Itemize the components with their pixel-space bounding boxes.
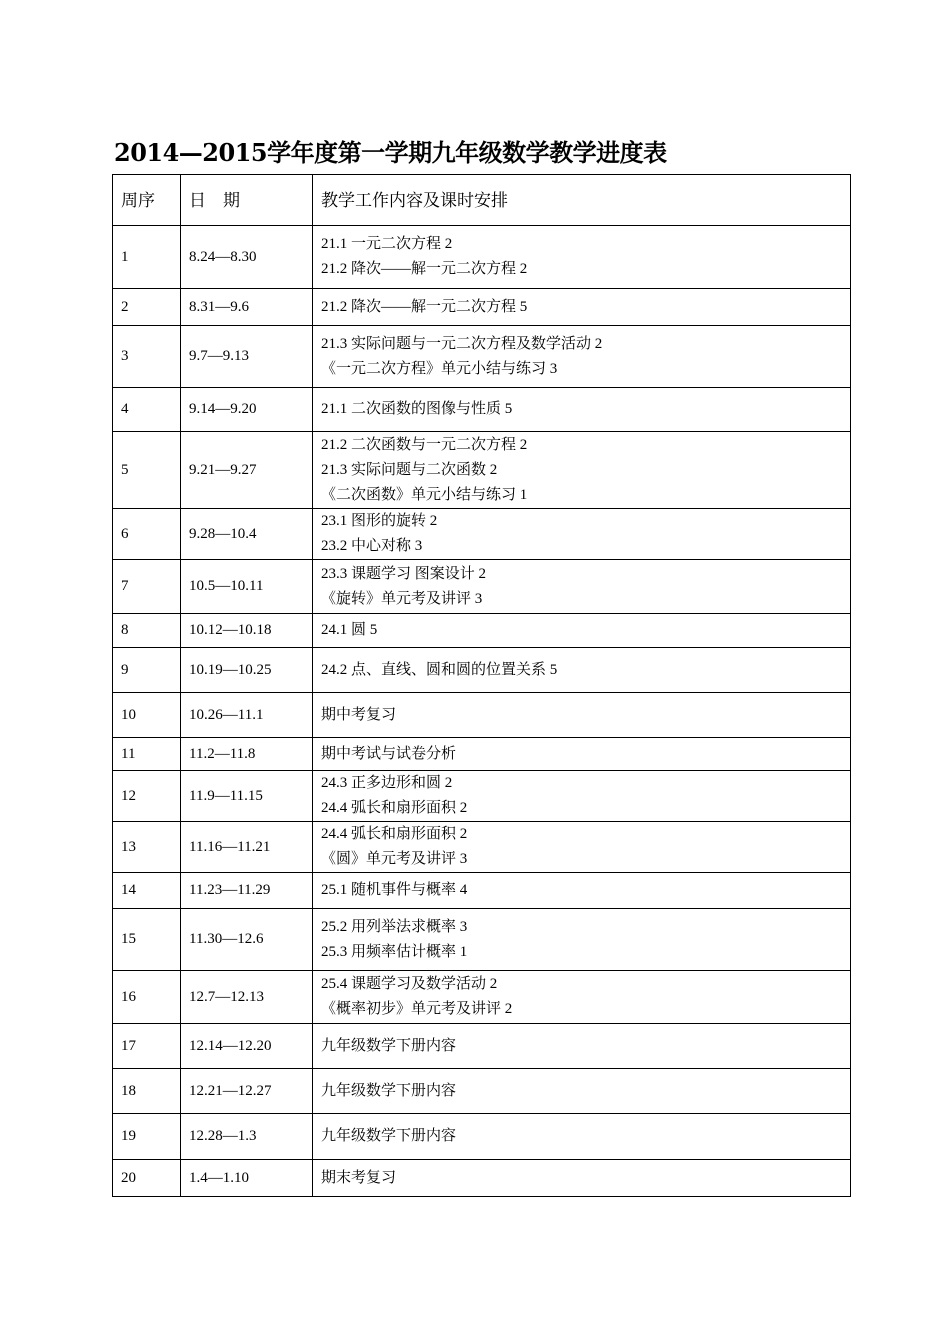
week-cell: 5 bbox=[113, 432, 181, 509]
date-cell: 10.26—11.1 bbox=[181, 693, 313, 738]
content-line: 《圆》单元考及讲评 3 bbox=[321, 851, 468, 867]
date-cell: 12.28—1.3 bbox=[181, 1114, 313, 1160]
table-row bbox=[113, 1069, 851, 1114]
week-cell: 2 bbox=[113, 289, 181, 326]
week-cell: 7 bbox=[113, 560, 181, 614]
week-cell: 17 bbox=[113, 1024, 181, 1069]
content-cell bbox=[313, 771, 851, 822]
date-cell: 12.7—12.13 bbox=[181, 971, 313, 1024]
content-cell bbox=[313, 388, 851, 432]
header-content: 教学工作内容及课时安排 bbox=[313, 175, 851, 226]
content-line: 九年级数学下册内容 bbox=[321, 1082, 457, 1099]
table-row bbox=[113, 560, 851, 614]
date-cell: 11.30—12.6 bbox=[181, 909, 313, 971]
table-row bbox=[113, 738, 851, 771]
table-row bbox=[113, 1024, 851, 1069]
content-line: 《二次函数》单元小结与练习 1 bbox=[321, 486, 528, 503]
content-line: 25.4 课题学习及数学活动 2 bbox=[321, 976, 498, 992]
date-cell: 10.19—10.25 bbox=[181, 648, 313, 693]
date-cell: 11.23—11.29 bbox=[181, 873, 313, 909]
content-line: 21.3 实际问题与一元二次方程及数学活动 2 bbox=[321, 335, 603, 352]
header-week: 周序 bbox=[113, 175, 181, 226]
week-cell: 8 bbox=[113, 614, 181, 648]
date-cell: 12.21—12.27 bbox=[181, 1069, 313, 1114]
content-line: 25.3 用频率估计概率 1 bbox=[321, 943, 468, 960]
content-cell bbox=[313, 822, 851, 873]
content-cell bbox=[313, 289, 851, 326]
content-cell bbox=[313, 909, 851, 971]
date-cell: 8.31—9.6 bbox=[181, 289, 313, 326]
content-line: 21.1 一元二次方程 2 bbox=[321, 236, 453, 252]
content-line: 23.1 图形的旋转 2 bbox=[321, 513, 438, 529]
content-line: 九年级数学下册内容 bbox=[321, 1128, 457, 1144]
table-row bbox=[113, 1160, 851, 1197]
table-row bbox=[113, 289, 851, 326]
content-line: 期中考复习 bbox=[321, 706, 397, 723]
content-cell bbox=[313, 648, 851, 693]
week-cell: 13 bbox=[113, 822, 181, 873]
date-cell: 10.12—10.18 bbox=[181, 614, 313, 648]
date-cell: 10.5—10.11 bbox=[181, 560, 313, 614]
content-line: 23.2 中心对称 3 bbox=[321, 538, 423, 554]
week-cell: 14 bbox=[113, 873, 181, 909]
table-row bbox=[113, 1114, 851, 1160]
week-cell: 9 bbox=[113, 648, 181, 693]
table-row bbox=[113, 509, 851, 560]
week-cell: 16 bbox=[113, 971, 181, 1024]
content-line: 24.1 圆 5 bbox=[321, 622, 378, 638]
content-cell bbox=[313, 873, 851, 909]
date-cell: 11.16—11.21 bbox=[181, 822, 313, 873]
content-line: 24.4 弧长和扇形面积 2 bbox=[321, 826, 468, 842]
content-line: 期末考复习 bbox=[321, 1169, 397, 1186]
table-row bbox=[113, 226, 851, 289]
date-cell: 11.9—11.15 bbox=[181, 771, 313, 822]
table-row bbox=[113, 971, 851, 1024]
week-cell: 1 bbox=[113, 226, 181, 289]
table-row bbox=[113, 873, 851, 909]
content-line: 21.2 降次——解一元二次方程 2 bbox=[321, 261, 528, 277]
table-row bbox=[113, 693, 851, 738]
week-cell: 15 bbox=[113, 909, 181, 971]
content-line: 21.2 二次函数与一元二次方程 2 bbox=[321, 436, 528, 453]
content-cell bbox=[313, 432, 851, 509]
content-cell bbox=[313, 614, 851, 648]
content-cell bbox=[313, 326, 851, 388]
table-row bbox=[113, 326, 851, 388]
date-cell: 9.7—9.13 bbox=[181, 326, 313, 388]
week-cell: 3 bbox=[113, 326, 181, 388]
content-cell bbox=[313, 693, 851, 738]
content-line: 21.1 二次函数的图像与性质 5 bbox=[321, 401, 513, 417]
schedule-body bbox=[113, 226, 851, 1197]
date-cell: 1.4—1.10 bbox=[181, 1160, 313, 1197]
week-cell: 18 bbox=[113, 1069, 181, 1114]
table-row bbox=[113, 648, 851, 693]
content-line: 25.1 随机事件与概率 4 bbox=[321, 882, 468, 898]
table-row bbox=[113, 909, 851, 971]
content-cell bbox=[313, 1160, 851, 1197]
content-line: 24.2 点、直线、圆和圆的位置关系 5 bbox=[321, 661, 558, 678]
content-cell bbox=[313, 1114, 851, 1160]
content-line: 21.3 实际问题与二次函数 2 bbox=[321, 461, 498, 478]
content-line: 21.2 降次——解一元二次方程 5 bbox=[321, 298, 528, 315]
week-cell: 6 bbox=[113, 509, 181, 560]
table-row bbox=[113, 388, 851, 432]
date-cell: 9.28—10.4 bbox=[181, 509, 313, 560]
content-line: 《一元二次方程》单元小结与练习 3 bbox=[321, 360, 558, 377]
content-line: 《旋转》单元考及讲评 3 bbox=[321, 590, 483, 607]
content-cell bbox=[313, 1024, 851, 1069]
content-line: 24.3 正多边形和圆 2 bbox=[321, 775, 453, 791]
schedule-table bbox=[112, 174, 851, 1197]
table-row bbox=[113, 822, 851, 873]
content-cell bbox=[313, 738, 851, 771]
content-line: 23.3 课题学习 图案设计 2 bbox=[321, 565, 487, 582]
date-cell: 9.14—9.20 bbox=[181, 388, 313, 432]
week-cell: 10 bbox=[113, 693, 181, 738]
date-cell: 11.2—11.8 bbox=[181, 738, 313, 771]
table-header-row bbox=[113, 175, 851, 226]
week-cell: 19 bbox=[113, 1114, 181, 1160]
content-line: 25.2 用列举法求概率 3 bbox=[321, 918, 468, 935]
content-cell bbox=[313, 971, 851, 1024]
week-cell: 20 bbox=[113, 1160, 181, 1197]
content-cell bbox=[313, 226, 851, 289]
table-row bbox=[113, 771, 851, 822]
date-cell: 12.14—12.20 bbox=[181, 1024, 313, 1069]
week-cell: 4 bbox=[113, 388, 181, 432]
date-cell: 9.21—9.27 bbox=[181, 432, 313, 509]
header-date: 日 期 bbox=[181, 175, 313, 226]
week-cell: 11 bbox=[113, 738, 181, 771]
week-cell: 12 bbox=[113, 771, 181, 822]
content-line: 期中考试与试卷分析 bbox=[321, 745, 457, 762]
date-cell: 8.24—8.30 bbox=[181, 226, 313, 289]
table-row bbox=[113, 614, 851, 648]
content-line: 《概率初步》单元考及讲评 2 bbox=[321, 1001, 513, 1017]
content-cell bbox=[313, 509, 851, 560]
page-title: 2014—2015学年度第一学期九年级数学教学进度表 bbox=[114, 138, 667, 167]
content-line: 九年级数学下册内容 bbox=[321, 1037, 457, 1054]
content-cell bbox=[313, 560, 851, 614]
content-cell bbox=[313, 1069, 851, 1114]
content-line: 24.4 弧长和扇形面积 2 bbox=[321, 800, 468, 816]
table-row bbox=[113, 432, 851, 509]
